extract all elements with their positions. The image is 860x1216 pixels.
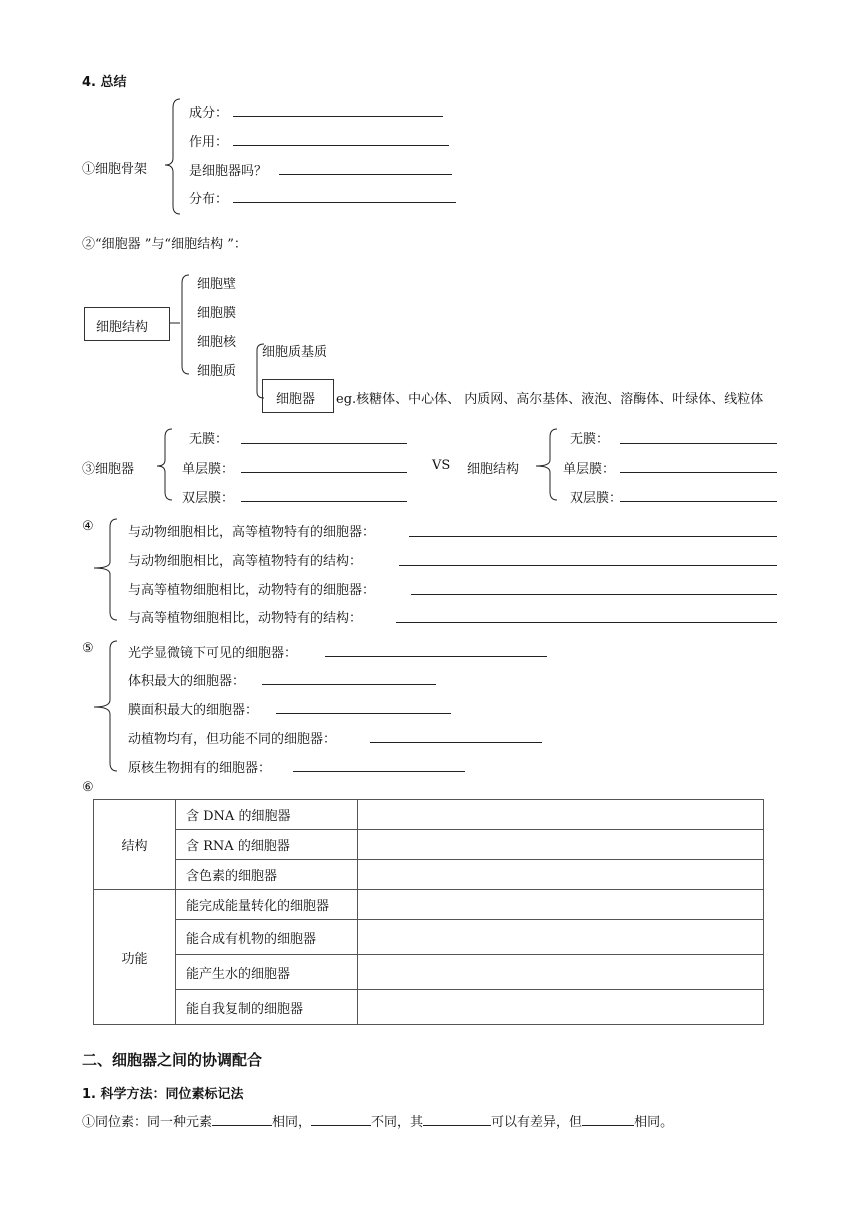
organelle-table bbox=[93, 799, 764, 1025]
answer-line[interactable] bbox=[241, 501, 407, 502]
cytoskeleton-item: 作用： bbox=[189, 135, 229, 150]
answer-line[interactable] bbox=[233, 202, 456, 203]
answer-line[interactable] bbox=[241, 472, 407, 473]
cytoskeleton-item: 分布： bbox=[189, 192, 229, 207]
answer-cell[interactable] bbox=[358, 830, 764, 860]
answer-line[interactable] bbox=[411, 594, 777, 595]
q2-title: ②“细胞器 ”与“细胞结构 ”： bbox=[82, 237, 247, 252]
isotope-text: 相同。 bbox=[634, 1115, 674, 1130]
tree-bracket bbox=[182, 275, 189, 374]
answer-line[interactable] bbox=[241, 443, 407, 444]
q4-item: 与动物细胞相比，高等植物特有的结构： bbox=[128, 554, 363, 569]
section-heading: 4. 总结 bbox=[82, 75, 127, 90]
answer-line[interactable] bbox=[370, 742, 542, 743]
row-label: 能合成有机物的细胞器 bbox=[176, 920, 358, 955]
q5-item: 原核生物拥有的细胞器： bbox=[128, 761, 272, 776]
section2-sub1: 1. 科学方法：同位素标记法 bbox=[82, 1087, 244, 1102]
row-label: 能自我复制的细胞器 bbox=[176, 990, 358, 1025]
answer-blank[interactable] bbox=[311, 1112, 371, 1126]
answer-line[interactable] bbox=[293, 771, 465, 772]
answer-cell[interactable] bbox=[358, 990, 764, 1025]
answer-line[interactable] bbox=[396, 622, 777, 623]
branch-cytoplasm: 细胞质 bbox=[197, 364, 237, 379]
answer-cell[interactable] bbox=[358, 860, 764, 890]
organelle-label: 细胞器 bbox=[276, 392, 316, 407]
table-row bbox=[94, 890, 764, 920]
q4-item: 与动物细胞相比，高等植物特有的细胞器： bbox=[128, 525, 376, 540]
q3-left-bracket bbox=[157, 429, 172, 500]
answer-line[interactable] bbox=[233, 145, 449, 146]
function-group-label: 功能 bbox=[94, 890, 176, 1025]
cell-structure-label: 细胞结构 bbox=[96, 320, 149, 335]
branch-cytosol: 细胞质基质 bbox=[262, 345, 328, 360]
organelle-examples: eg.核糖体、中心体、 内质网、高尔基体、液泡、溶酶体、叶绿体、线粒体 bbox=[336, 392, 764, 407]
table-row bbox=[94, 830, 764, 860]
answer-line[interactable] bbox=[262, 684, 436, 685]
q5-item: 动植物均有，但功能不同的细胞器： bbox=[128, 732, 337, 747]
q3-right-label: 细胞结构 bbox=[467, 462, 520, 477]
section2-heading: 二、细胞器之间的协调配合 bbox=[82, 1051, 263, 1069]
row-label: 含色素的细胞器 bbox=[176, 860, 358, 890]
table-row bbox=[94, 955, 764, 990]
q3-left-label: ③细胞器 bbox=[82, 462, 135, 477]
isotope-line bbox=[82, 1111, 673, 1130]
vs-label: VS bbox=[432, 458, 451, 473]
cytoskeleton-item: 成分： bbox=[189, 106, 229, 121]
q4-bracket bbox=[94, 519, 117, 620]
answer-line[interactable] bbox=[620, 501, 777, 502]
q5-bracket bbox=[94, 641, 117, 771]
table-row bbox=[94, 860, 764, 890]
row-label: 能产生水的细胞器 bbox=[176, 955, 358, 990]
row-label: 能完成能量转化的细胞器 bbox=[176, 890, 358, 920]
q5-number: ⑤ bbox=[82, 641, 94, 656]
answer-line[interactable] bbox=[233, 116, 443, 117]
answer-line[interactable] bbox=[620, 443, 777, 444]
row-label: 含 DNA 的细胞器 bbox=[176, 800, 358, 830]
q3-right-item: 无膜： bbox=[570, 432, 610, 447]
cytoskeleton-label: ①细胞骨架 bbox=[82, 162, 148, 177]
isotope-text: 相同， bbox=[272, 1115, 312, 1130]
q3-left-item: 双层膜： bbox=[182, 491, 235, 506]
answer-line[interactable] bbox=[409, 536, 777, 537]
answer-line[interactable] bbox=[276, 713, 451, 714]
answer-blank[interactable] bbox=[212, 1112, 272, 1126]
q6-number: ⑥ bbox=[82, 780, 94, 795]
table-row bbox=[94, 920, 764, 955]
q5-item: 光学显微镜下可见的细胞器： bbox=[128, 646, 298, 661]
isotope-text: 可以有差异，但 bbox=[491, 1115, 583, 1130]
q4-item: 与高等植物细胞相比，动物特有的结构： bbox=[128, 611, 363, 626]
q3-right-item: 单层膜： bbox=[563, 462, 616, 477]
q3-right-item: 双层膜： bbox=[570, 491, 623, 506]
q5-item: 体积最大的细胞器： bbox=[128, 674, 246, 689]
table-row bbox=[94, 990, 764, 1025]
answer-cell[interactable] bbox=[358, 920, 764, 955]
branch-cell-wall: 细胞壁 bbox=[197, 277, 237, 292]
cytoskeleton-item: 是细胞器吗？ bbox=[189, 164, 268, 179]
q3-right-bracket bbox=[536, 429, 557, 500]
row-label: 含 RNA 的细胞器 bbox=[176, 830, 358, 860]
answer-cell[interactable] bbox=[358, 890, 764, 920]
isotope-text: 不同，其 bbox=[371, 1115, 424, 1130]
q4-number: ④ bbox=[82, 519, 94, 534]
answer-line[interactable] bbox=[620, 472, 777, 473]
answer-line[interactable] bbox=[279, 174, 452, 175]
q4-item: 与高等植物细胞相比，动物特有的细胞器： bbox=[128, 583, 376, 598]
table-row bbox=[94, 800, 764, 830]
answer-line[interactable] bbox=[325, 656, 547, 657]
structure-group-label: 结构 bbox=[94, 800, 176, 890]
branch-nucleus: 细胞核 bbox=[197, 335, 237, 350]
branch-cell-membrane: 细胞膜 bbox=[197, 306, 237, 321]
q5-item: 膜面积最大的细胞器： bbox=[128, 703, 259, 718]
answer-blank[interactable] bbox=[423, 1112, 491, 1126]
answer-cell[interactable] bbox=[358, 800, 764, 830]
cytoskeleton-bracket bbox=[165, 99, 180, 214]
isotope-text: ①同位素：同一种元素 bbox=[82, 1115, 213, 1130]
answer-blank[interactable] bbox=[582, 1112, 634, 1126]
q3-left-item: 无膜： bbox=[189, 432, 229, 447]
answer-line[interactable] bbox=[399, 565, 777, 566]
q3-left-item: 单层膜： bbox=[182, 462, 235, 477]
answer-cell[interactable] bbox=[358, 955, 764, 990]
